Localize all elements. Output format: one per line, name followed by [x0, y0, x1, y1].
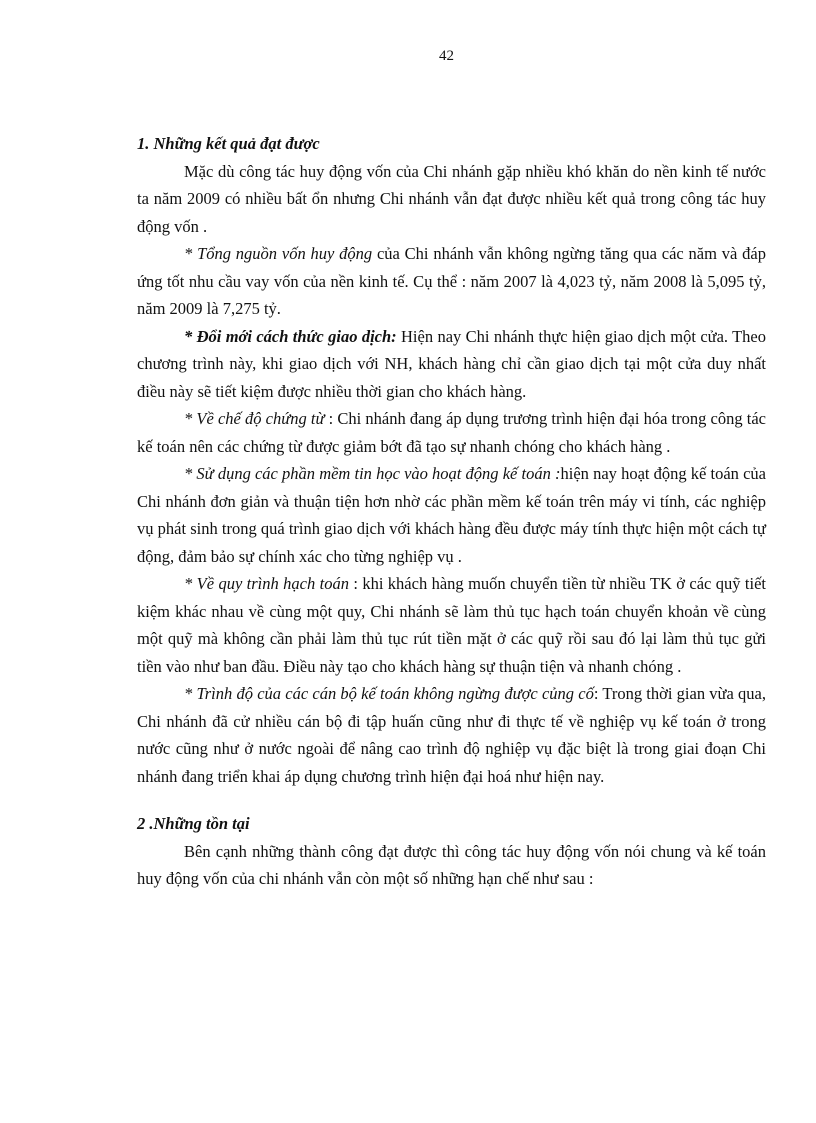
- section1-intro: Mặc dù công tác huy động vốn của Chi nhánh gặp nhiều khó khăn do nền kinh tế nước ta năm 2009 có nhiều bất ổn nhưng Chi nhánh vẫn đạt được nhiều kết quả trong công tác huy động vốn .: [137, 161, 766, 236]
- item-body: hiện nay hoạt động kế toán của Chi nhánh đơn giản và thuận tiện hơn nhờ các phần mềm kế toán trên máy vi tính, các nghiệp vụ phát sinh trong quá trình giao dịch với khách hàng đều được máy tính thực hiện một cách tự động, đảm bảo sự chính xác cho từng nghiệp vụ .: [137, 464, 766, 566]
- item-lead: * Tổng nguồn vốn huy động: [184, 244, 373, 263]
- item-body: : Trong thời gian vừa qua, Chi nhánh đã cử nhiều cán bộ đi tập huấn cũng như đi thực tế về nghiệp vụ kế toán ở trong nước cũng như ở nước ngoài để nâng cao trình độ nghiệp vụ đặc biệt là trong giai đoạn Chi nhánh đang triển khai áp dụng chương trình hiện đại hoá như hiện nay.: [137, 684, 766, 786]
- result-item-documents: [137, 405, 766, 460]
- section-heading-results: 1. Những kết quả đạt được: [137, 134, 320, 153]
- section-heading-limitations: 2 .Những tồn tại: [137, 814, 250, 833]
- document-body: [137, 130, 766, 893]
- result-item-software: [137, 460, 766, 570]
- item-lead: * Đổi mới cách thức giao dịch:: [184, 326, 397, 346]
- item-lead: * Về chế độ chứng từ: [184, 409, 325, 428]
- item-lead: * Về quy trình hạch toán: [184, 574, 349, 593]
- result-item-staff-qualification: [137, 680, 766, 790]
- item-body: của Chi nhánh vẫn không ngừng tăng qua các năm và đáp ứng tốt nhu cầu vay vốn của nền kinh tế. Cụ thể : năm 2007 là 4,023 tỷ, năm 2008 là 5,095 tỷ, năm 2009 là 7,275 tỷ.: [137, 244, 766, 318]
- item-body: : khi khách hàng muốn chuyển tiền từ nhiều TK ở các quỹ tiết kiệm khác nhau về cùng một quy, Chi nhánh sẽ làm thủ tục hạch toán chuyển khoản về cùng một quỹ mà không cần phải làm thủ tục rút tiền mặt ở các quỹ rồi sau đó lại làm thủ tục gửi tiền vào như ban đầu. Điều này tạo cho khách hàng sự thuận tiện và nhanh chóng .: [137, 574, 766, 676]
- result-item-transactions: [137, 323, 766, 406]
- result-item-accounting-process: [137, 570, 766, 680]
- item-body: Hiện nay Chi nhánh thực hiện giao dịch một cửa. Theo chương trình này, khi giao dịch với NH, khách hàng chỉ cần giao dịch tại một cửa duy nhất điều này sẽ tiết kiệm được nhiều thời gian cho khách hàng.: [137, 326, 767, 401]
- page-number: 42: [439, 48, 454, 64]
- result-item-capital: [137, 240, 766, 323]
- section2-intro: Bên cạnh những thành công đạt được thì công tác huy động vốn nói chung và kế toán huy động vốn của chi nhánh vẫn còn một số những hạn chế như sau :: [137, 841, 766, 888]
- item-lead: * Sử dụng các phần mềm tin học vào hoạt động kế toán :: [184, 464, 561, 483]
- item-lead: * Trình độ của các cán bộ kế toán không ngừng được củng cố: [184, 684, 594, 703]
- item-body: : Chi nhánh đang áp dụng trương trình hiện đại hóa trong công tác kế toán nên các chứng từ được giảm bớt đã tạo sự nhanh chóng cho khách hàng .: [137, 409, 766, 456]
